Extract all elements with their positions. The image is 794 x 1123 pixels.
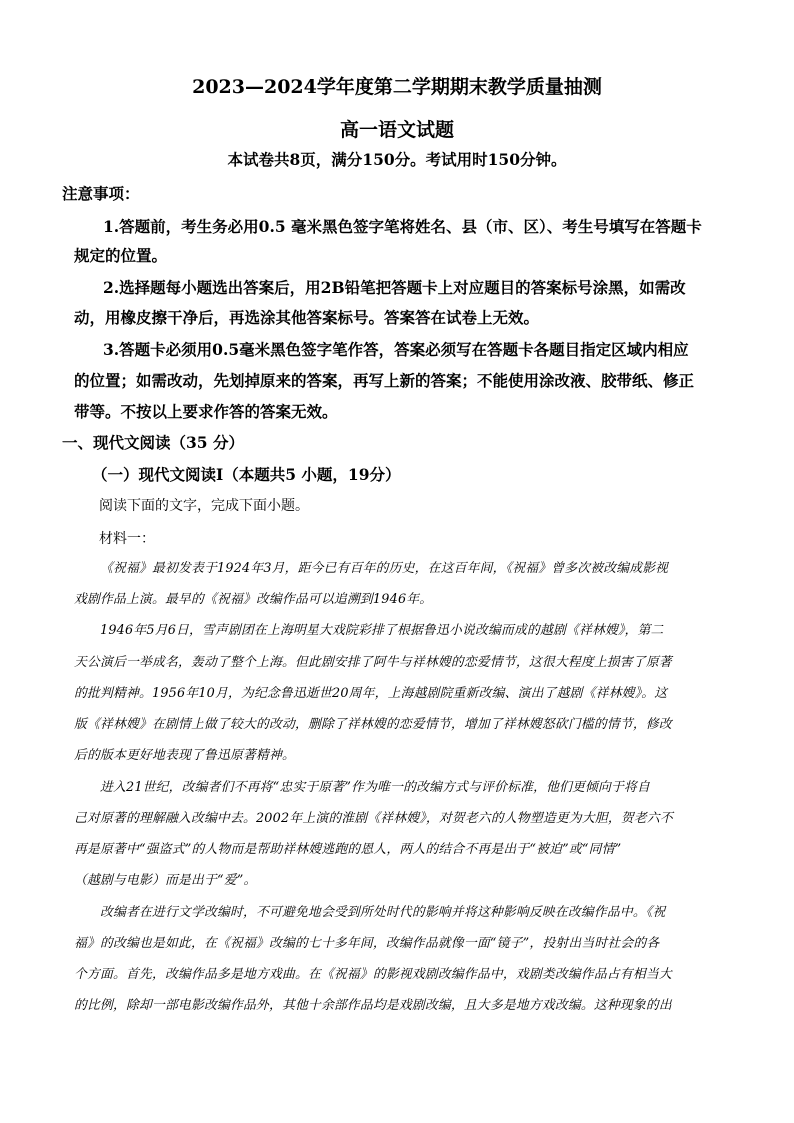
notice-line: 动，用橡皮擦干净后，再选涂其他答案标号。答案答在试卷上无效。 <box>74 308 540 327</box>
passage-line: （越剧与电影）而是出于“爱”。 <box>74 873 257 888</box>
instruction-text: 阅读下面的文字，完成下面小题。 <box>99 498 309 514</box>
section-subheading: （一）现代文阅读Ⅰ（本题共5 小题，19分） <box>92 465 401 484</box>
passage-line: 的批判精神。1956年10月，为纪念鲁迅逝世20周年，上海越剧院重新改编、演出了越剧《祥林嫂》。这 <box>74 686 668 701</box>
notice-line: 带等。不按以上要求作答的答案无效。 <box>74 402 338 421</box>
notice-line: 1.答题前，考生务必用0.5 毫米黑色签字笔将姓名、县（市、区）、考生号填写在答题卡 <box>103 217 702 236</box>
material-label: 材料一： <box>99 531 155 547</box>
passage-line: 版《祥林嫂》在剧情上做了较大的改动，删除了祥林嫂的恋爱情节，增加了祥林嫂怒砍门槛的情节，修改 <box>74 717 672 732</box>
passage-line: 的比例，除却一部电影改编作品外，其他十余部作品均是戏剧改编，且大多是地方戏改编。这种现象的出 <box>74 998 672 1013</box>
notice-line: 2.选择题每小题选出答案后，用2B铅笔把答题卡上对应题目的答案标号涂黑，如需改 <box>103 278 686 297</box>
passage-line: 个方面。首先，改编作品多是地方戏曲。在《祝福》的影视戏剧改编作品中，戏剧类改编作品占有相当大 <box>74 967 672 982</box>
notice-line: 的位置；如需改动，先划掉原来的答案，再写上新的答案；不能使用涂改液、胶带纸、修正 <box>74 371 695 390</box>
passage-line: 进入21世纪，改编者们不再将“忠实于原著”作为唯一的改编方式与评价标准，他们更倾向于将自 <box>100 780 651 795</box>
passage-line: 戏剧作品上演。最早的《祝福》改编作品可以追溯到1946年。 <box>74 592 433 607</box>
exam-subtitle: 高一语文试题 <box>339 119 454 141</box>
notice-line: 规定的位置。 <box>74 246 168 265</box>
notice-heading: 注意事项： <box>62 184 140 203</box>
passage-line: 天公演后一举成名，轰动了整个上海。但此剧安排了阿牛与祥林嫂的恋爱情节，这很大程度上损害了原著 <box>74 655 672 670</box>
passage-line: 福》的改编也是如此，在《祝福》改编的七十多年间，改编作品就像一面“镜子”，投射出当时社会的各 <box>74 936 660 951</box>
passage-line: 1946年5月6日，雪声剧团在上海明星大戏院彩排了根据鲁迅小说改编而成的越剧《祥林嫂》，第二 <box>100 623 664 638</box>
exam-title: 2023—2024学年度第二学期期末教学质量抽测 <box>192 76 602 98</box>
exam-info: 本试卷共8页，满分150分。考试用时150分钟。 <box>227 150 567 169</box>
section-heading: 一、现代文阅读（35 分） <box>62 433 244 452</box>
passage-line: 后的版本更好地表现了鲁迅原著精神。 <box>74 748 295 763</box>
notice-line: 3.答题卡必须用0.5毫米黑色签字笔作答，答案必须写在答题卡各题目指定区域内相应 <box>103 340 689 359</box>
passage-line: 再是原著中“强盗式”的人物而是帮助祥林嫂逃跑的恩人，两人的结合不再是出于“被迫”或“同情” <box>74 842 622 857</box>
passage-line: 己对原著的理解融入改编中去。2002年上演的淮剧《祥林嫂》，对贺老六的人物塑造更为大胆，贺老六不 <box>74 811 673 826</box>
passage-line: 《祝福》最初发表于1924年3月，距今已有百年的历史，在这百年间，《祝福》曾多次被改编成影视 <box>100 561 669 576</box>
passage-line: 改编者在进行文学改编时，不可避免地会受到所处时代的影响并将这种影响反映在改编作品中。《祝 <box>100 905 666 920</box>
